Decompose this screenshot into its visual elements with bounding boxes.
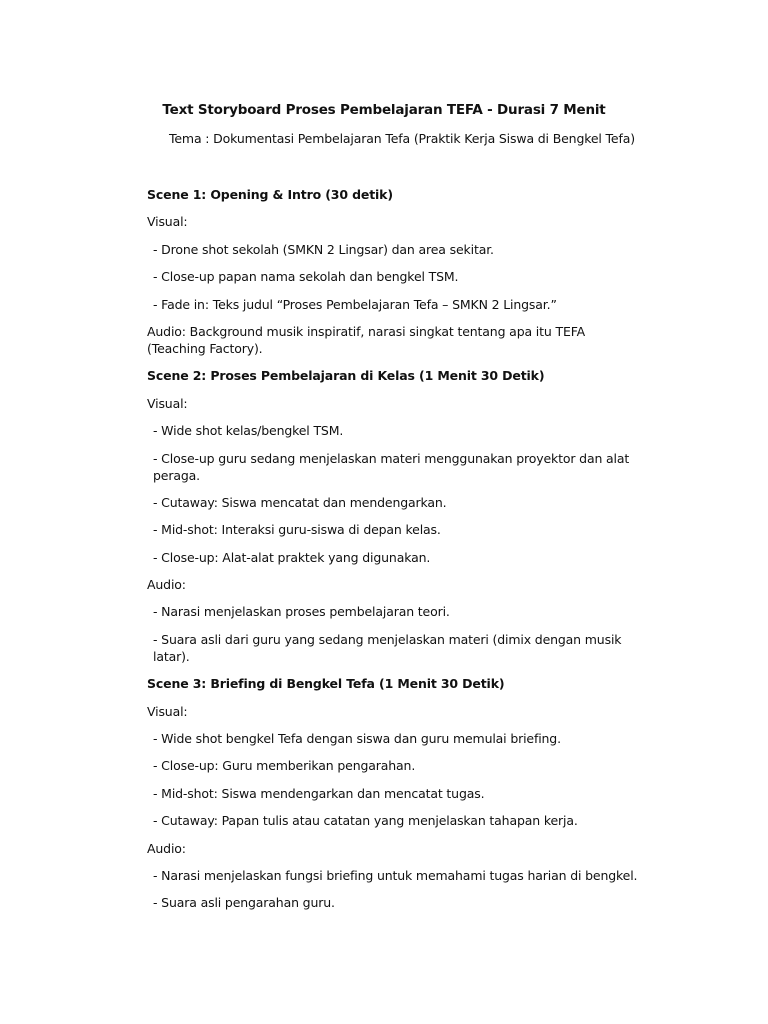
shot-list-item: - Close-up guru sedang menjelaskan materi menggunakan proyektor dan alat peraga. [153,450,633,483]
section-label: Audio: Background musik inspiratif, narasi singkat tentang apa itu TEFA (Teaching Factory). [147,323,589,356]
scene-heading: Scene 3: Briefing di Bengkel Tefa (1 Menit 30 Detik) [147,676,505,692]
section-label: Audio: [147,577,186,593]
shot-list-item: - Close-up papan nama sekolah dan bengkel TSM. [153,269,459,285]
section-label: Visual: [147,395,188,411]
scene-heading: Scene 2: Proses Pembelajaran di Kelas (1 Menit 30 Detik) [147,368,545,384]
shot-list-item: - Close-up: Guru memberikan pengarahan. [153,758,416,774]
shot-list-item: - Suara asli dari guru yang sedang menjelaskan materi (dimix dengan musik latar). [153,631,626,664]
shot-list-item: - Close-up: Alat-alat praktek yang digunakan. [153,549,431,565]
shot-list-item: - Wide shot kelas/bengkel TSM. [153,423,344,439]
document-title: Text Storyboard Proses Pembelajaran TEFA - Durasi 7 Menit [162,102,606,118]
section-label: Audio: [147,840,186,856]
shot-list-item: - Suara asli pengarahan guru. [153,895,335,911]
shot-list-item: - Wide shot bengkel Tefa dengan siswa dan guru memulai briefing. [153,731,561,747]
shot-list-item: - Narasi menjelaskan proses pembelajaran teori. [153,604,450,620]
shot-list-item: - Cutaway: Siswa mencatat dan mendengarkan. [153,494,447,510]
shot-list-item: - Mid-shot: Interaksi guru-siswa di depan kelas. [153,522,441,538]
document-body [147,186,647,922]
shot-list-item: - Narasi menjelaskan fungsi briefing untuk memahami tugas harian di bengkel. [153,867,638,883]
scene-heading: Scene 1: Opening & Intro (30 detik) [147,187,393,202]
shot-list-item: - Fade in: Teks judul “Proses Pembelajaran Tefa – SMKN 2 Lingsar.” [153,296,557,312]
section-label: Visual: [147,703,188,719]
shot-list-item: - Mid-shot: Siswa mendengarkan dan mencatat tugas. [153,785,485,801]
shot-list-item: - Drone shot sekolah (SMKN 2 Lingsar) dan area sekitar. [153,241,494,257]
document-subtitle: Tema : Dokumentasi Pembelajaran Tefa (Praktik Kerja Siswa di Bengkel Tefa) [169,131,635,146]
shot-list-item: - Cutaway: Papan tulis atau catatan yang menjelaskan tahapan kerja. [153,813,578,829]
section-label: Visual: [147,214,188,230]
